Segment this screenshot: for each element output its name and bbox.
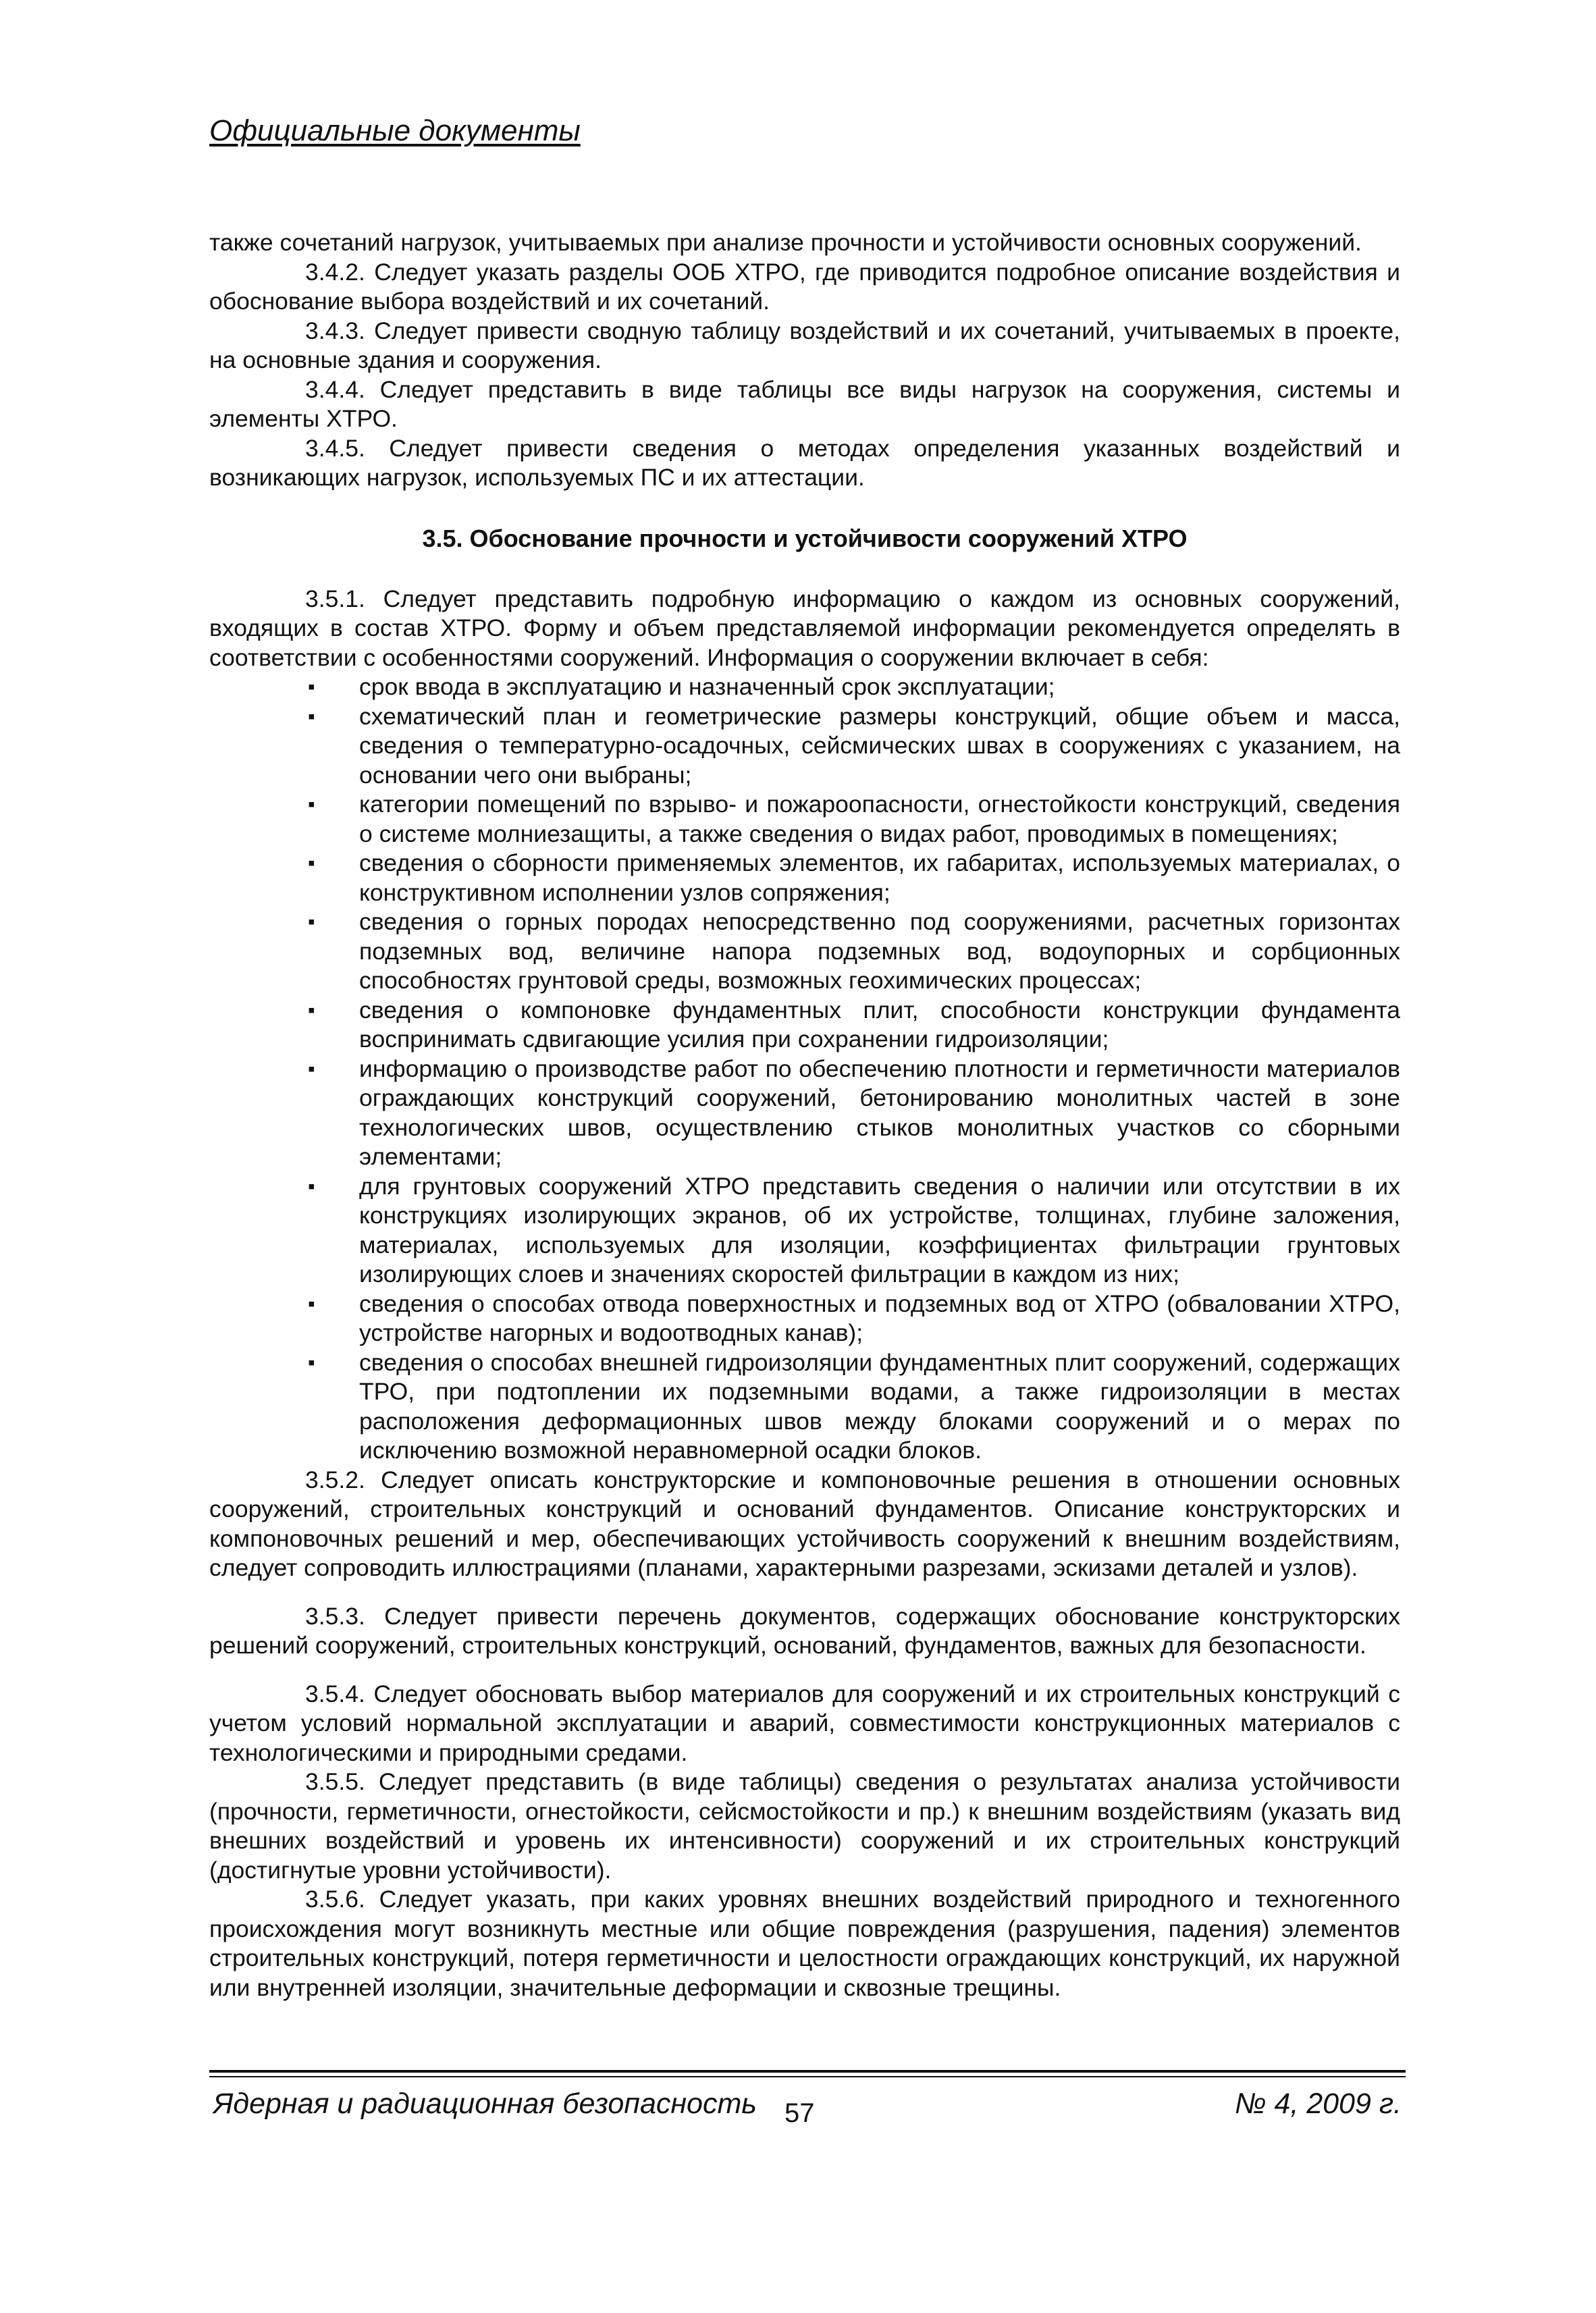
list-item xyxy=(209,849,1400,907)
list-item-text: информацию о производстве работ по обеспечению плотности и герметичности материалов ограждающих конструкций сооружений, бетонированию монолитных частей в зоне технологических швов, осуществлению стыков монолитных участков со сборными элементами; xyxy=(359,1055,1400,1170)
bullet-marker: ▪ xyxy=(308,793,315,816)
list-item xyxy=(209,672,1400,702)
list-item xyxy=(209,790,1400,849)
page-footer xyxy=(213,2086,1402,2127)
list-item-text: сведения о горных породах непосредственно под сооружениями, расчетных горизонтах подземных вод, величине напора подземных вод, водоупорных и сорбционных способностях грунтовой среды, возможных геохимических процессах; xyxy=(359,908,1400,994)
list-item xyxy=(209,1172,1400,1290)
section-heading-3-5: 3.5. Обоснование прочности и устойчивости сооружений ХТРО xyxy=(422,524,1188,552)
paragraph-3-5-1: 3.5.1. Следует представить подробную информацию о каждом из основных сооружений, входящих в состав ХТРО. Форму и объем представляемой информации рекомендуется определять в соответствии с особенностями сооружений. Информация о сооружении включает в себя: xyxy=(209,585,1400,671)
bullet-marker: ▪ xyxy=(308,1292,315,1315)
paragraph-3-4-2: 3.4.2. Следует указать разделы ООБ ХТРО, где приводится подробное описание воздействия и обоснование выбора воздействий и их сочетаний. xyxy=(209,258,1400,315)
paragraph-3-5-6: 3.5.6. Следует указать, при каких уровнях внешних воздействий природного и техногенного происхождения могут возникнуть местные или общие повреждения (разрушения, падения) элементов строительных конструкций, потеря герметичности и целостности ограждающих конструкций, их наружной или внутренней изоляции, значительные деформации и сквозные трещины. xyxy=(209,1886,1400,2001)
list-item-text: для грунтовых сооружений ХТРО представить сведения о наличии или отсутствии в их конструкциях изолирующих экранов, об их устройстве, толщинах, глубине заложения, материалах, используемых для изоляции, коэффициентах фильтрации грунтовых изолирующих слоев и значениях скоростей фильтрации в каждом из них; xyxy=(359,1172,1400,1287)
list-item-text: сведения о сборности применяемых элементов, их габаритах, используемых материалах, о конструктивном исполнении узлов сопряжения; xyxy=(359,849,1400,906)
bullet-marker: ▪ xyxy=(308,1351,315,1374)
list-item xyxy=(209,1348,1400,1466)
paragraph-3-4-3: 3.4.3. Следует привести сводную таблицу воздействий и их сочетаний, учитываемых в проекте, на основные здания и сооружения. xyxy=(209,317,1400,373)
bullet-marker: ▪ xyxy=(308,705,315,728)
list-item xyxy=(209,1055,1400,1172)
bullet-list xyxy=(209,672,1400,1466)
list-item xyxy=(209,1290,1400,1348)
footer-journal-title: Ядерная и радиационная безопасность xyxy=(213,2088,757,2120)
bullet-marker: ▪ xyxy=(308,999,315,1021)
paragraph-continuation: также сочетаний нагрузок, учитываемых при анализе прочности и устойчивости основных сооружений. xyxy=(209,229,1362,256)
list-item xyxy=(209,907,1400,996)
list-item xyxy=(209,702,1400,791)
main-content xyxy=(209,228,1400,2002)
paragraph-3-5-2: 3.5.2. Следует описать конструкторские и компоновочные решения в отношении основных сооружений, строительных конструкций и оснований фундаментов. Описание конструкторских и компоновочных решений и мер, обеспечивающих устойчивость сооружений к внешним воздействиям, следует сопроводить иллюстрациями (планами, характерными разрезами, эскизами деталей и узлов). xyxy=(209,1466,1400,1581)
bullet-marker: ▪ xyxy=(308,911,315,933)
bullet-marker: ▪ xyxy=(308,1057,315,1080)
list-item-text: сведения о компоновке фундаментных плит, способности конструкции фундамента воспринимать сдвигающие усилия при сохранении гидроизоляции; xyxy=(359,996,1400,1053)
bullet-marker: ▪ xyxy=(308,852,315,874)
paragraph-3-4-5: 3.4.5. Следует привести сведения о методах определения указанных воздействий и возникающих нагрузок, используемых ПС и их аттестации. xyxy=(209,434,1400,491)
footer-issue: № 4, 2009 г. xyxy=(1234,2088,1402,2120)
page-number: 57 xyxy=(784,2098,815,2128)
running-header: Официальные документы xyxy=(209,114,581,147)
list-item-text: категории помещений по взрыво- и пожароопасности, огнестойкости конструкций, сведения о системе молниезащиты, а также сведения о видах работ, проводимых в помещениях; xyxy=(359,791,1400,847)
footer-rule-thin xyxy=(209,2076,1406,2077)
list-item-text: сведения о способах внешней гидроизоляции фундаментных плит сооружений, содержащих ТРО, при подтоплении их подземными водами, а также гидроизоляции в местах расположения деформационных швов между блоками сооружений и о мерах по исключению возможной неравномерной осадки блоков. xyxy=(359,1348,1400,1464)
footer-rule xyxy=(209,2070,1406,2073)
list-item-text: срок ввода в эксплуатацию и назначенный срок эксплуатации; xyxy=(359,673,1055,700)
list-item-text: схематический план и геометрические размеры конструкций, общие объем и масса, сведения о температурно-осадочных, сейсмических швах в сооружениях с указанием, на основании чего они выбраны; xyxy=(359,702,1400,789)
paragraph-3-5-5: 3.5.5. Следует представить (в виде таблицы) сведения о результатах анализа устойчивости (прочности, герметичности, огнестойкости, сейсмостойкости и пр.) к внешним воздействиям (указать вид внешних воздействий и уровень их интенсивности) сооружений и их строительных конструкций (достигнутые уровни устойчивости). xyxy=(209,1768,1400,1884)
paragraph-3-4-4: 3.4.4. Следует представить в виде таблицы все виды нагрузок на сооружения, системы и элементы ХТРО. xyxy=(209,375,1400,432)
paragraph-3-5-3: 3.5.3. Следует привести перечень документов, содержащих обоснование конструкторских решений сооружений, строительных конструкций, оснований, фундаментов, важных для безопасности. xyxy=(209,1602,1400,1659)
bullet-marker: ▪ xyxy=(308,1175,315,1198)
bullet-marker: ▪ xyxy=(308,676,315,698)
list-item-text: сведения о способах отвода поверхностных и подземных вод от ХТРО (обваловании ХТРО, устройстве нагорных и водоотводных канав); xyxy=(359,1290,1400,1346)
list-item xyxy=(209,996,1400,1055)
paragraph-3-5-4: 3.5.4. Следует обосновать выбор материалов для сооружений и их строительных конструкций с учетом условий нормальной эксплуатации и аварий, совместимости конструкционных материалов с технологическими и природными средами. xyxy=(209,1680,1400,1766)
